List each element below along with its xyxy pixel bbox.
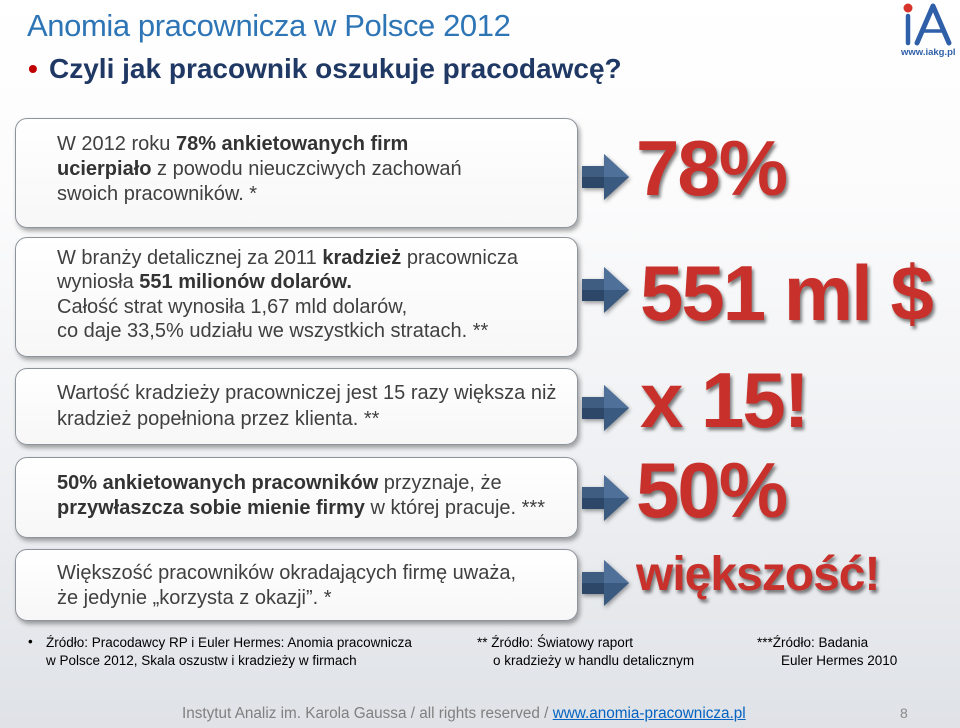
fact-text-bold: kradzież <box>322 246 402 269</box>
arrow-head-highlight <box>604 475 629 498</box>
fact-line <box>57 586 516 611</box>
fact-box <box>15 549 578 621</box>
fact-box <box>15 118 578 228</box>
slide-title: Anomia pracownicza w Polsce 2012 <box>27 8 511 43</box>
logo-dot <box>904 4 913 13</box>
logo-caption: www.iakg.pl <box>901 47 956 58</box>
fact-text: w której pracuje. *** <box>364 497 545 519</box>
arrow-head-highlight <box>604 560 629 583</box>
sources-bullet: • <box>28 634 33 649</box>
right-arrow-icon <box>582 475 630 521</box>
arrow-body-highlight <box>582 166 606 177</box>
fact-text-bold: ucierpiało <box>57 158 152 180</box>
fact-box <box>15 368 578 445</box>
fact-text-bold: przywłaszcza sobie mienie firmy <box>57 497 365 519</box>
fact-text: W 2012 roku <box>57 133 176 155</box>
logo-letter-a <box>917 6 949 43</box>
fact-text: Całość strat wynosiła 1,67 mld dolarów, <box>57 295 408 318</box>
fact-text: W branży detalicznej za 2011 <box>57 246 323 269</box>
highlight-stat: 78% <box>636 124 787 212</box>
highlight-stat: większość! <box>636 548 880 601</box>
right-arrow-icon <box>582 267 630 313</box>
fact-line <box>57 295 518 320</box>
right-arrow-icon <box>582 385 630 431</box>
fact-line <box>57 270 518 295</box>
highlight-stat: 50% <box>636 446 787 534</box>
fact-line <box>57 246 518 271</box>
fact-text-block <box>57 471 545 521</box>
iakg-logo <box>898 0 956 62</box>
source-line: w Polsce 2012, Skala oszustw i kradzieży w firmach <box>46 653 357 668</box>
fact-line <box>57 496 545 521</box>
fact-line <box>57 157 462 182</box>
footer <box>182 705 746 723</box>
fact-text-block <box>57 561 516 611</box>
fact-text: Większość pracowników okradających firmę uważa, <box>57 562 517 584</box>
source-line: ***Źródło: Badania <box>757 635 869 650</box>
fact-text: że jedynie „korzysta z okazji”. * <box>57 587 332 609</box>
footer-link[interactable]: www.anomia-pracownicza.pl <box>552 705 746 722</box>
fact-line <box>57 132 462 157</box>
highlight-stat: 551 ml $ <box>640 249 932 337</box>
page-number: 8 <box>900 705 908 721</box>
arrow-body-highlight <box>582 279 606 290</box>
source-line: Źródło: Pracodawcy RP i Euler Hermes: Anomia pracownicza <box>46 635 412 650</box>
fact-line <box>57 380 556 406</box>
fact-line <box>57 406 556 432</box>
fact-text-block <box>57 380 556 432</box>
source-line: o kradzieży w handlu detalicznym <box>493 653 695 668</box>
fact-text: wyniosła <box>57 271 140 293</box>
arrow-body-highlight <box>582 397 606 408</box>
right-arrow-icon <box>582 560 630 606</box>
fact-text-block <box>57 246 518 344</box>
arrow-head-highlight <box>604 267 629 290</box>
fact-text: przyznaje, że <box>378 472 502 494</box>
fact-text-bold: 78% ankietowanych firm <box>175 133 409 155</box>
arrow-head-highlight <box>604 154 629 177</box>
fact-text-block <box>57 132 462 207</box>
highlight-stat: x 15! <box>640 356 808 444</box>
arrow-body-highlight <box>582 572 606 583</box>
fact-box <box>15 457 578 538</box>
slide-subtitle <box>28 52 622 86</box>
fact-text: pracownicza <box>401 246 518 269</box>
fact-line <box>57 182 462 207</box>
fact-box <box>15 237 578 357</box>
fact-line <box>57 319 518 344</box>
fact-text: Wartość kradzieży pracowniczej jest 15 razy większa niż <box>57 381 557 404</box>
fact-text: kradzież popełniona przez klienta. ** <box>57 407 380 430</box>
fact-text-bold: 551 milionów dolarów. <box>139 271 352 293</box>
source-line: ** Źródło: Światowy raport <box>477 635 634 650</box>
fact-text-bold: 50% ankietowanych pracowników <box>57 472 379 494</box>
fact-line <box>57 561 516 586</box>
subtitle-text: Czyli jak pracownik oszukuje pracodawcę? <box>49 53 622 84</box>
source-line: Euler Hermes 2010 <box>781 653 898 668</box>
fact-text: co daje 33,5% udziału we wszystkich stratach. ** <box>57 320 489 342</box>
right-arrow-icon <box>582 154 630 200</box>
iakg-logo-icon <box>900 1 954 47</box>
fact-text: z powodu nieuczciwych zachowań <box>151 158 462 180</box>
subtitle-bullet: • <box>28 53 38 84</box>
arrow-head-highlight <box>604 385 629 408</box>
arrow-body-highlight <box>582 487 606 498</box>
footer-credit: Instytut Analiz im. Karola Gaussa / all rights reserved / <box>182 705 553 722</box>
fact-text: swoich pracowników. * <box>57 183 258 205</box>
fact-line <box>57 471 545 496</box>
